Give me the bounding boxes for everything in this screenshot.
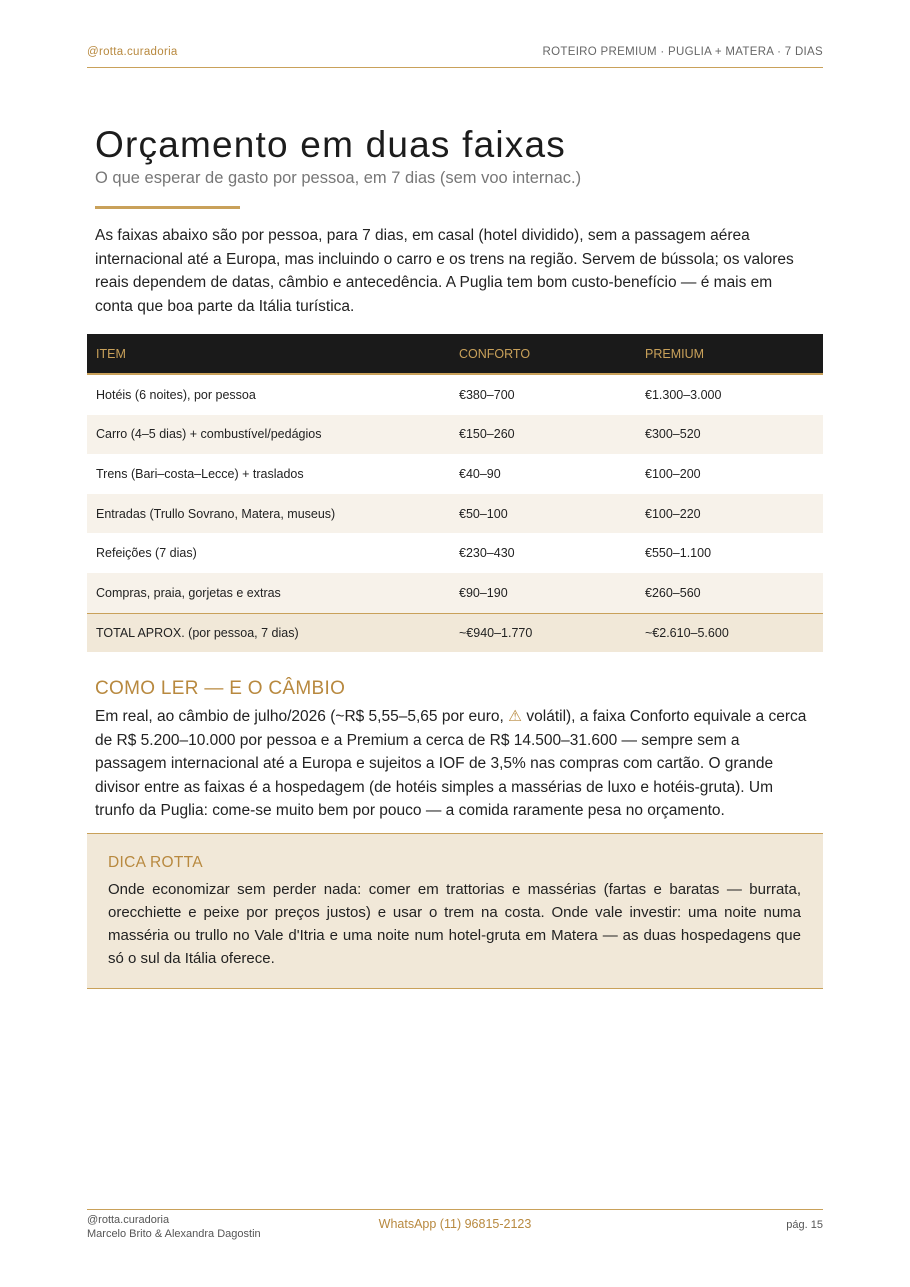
cell-item: Carro (4–5 dias) + combustível/pedágios (87, 415, 450, 455)
page-header (87, 46, 823, 68)
column-header-item: ITEM (87, 334, 450, 374)
title-divider (95, 206, 240, 209)
intro-paragraph: As faixas abaixo são por pessoa, para 7 dias, em casal (hotel dividido), sem a passagem aérea internacional até a Europa, mas incluindo o carro e os trens na região. Servem de bússola; os valores reais dependem de datas, câmbio e antecedência. A Puglia tem bom custo-benefício — é mais em conta que boa parte da Itália turística. (95, 227, 794, 315)
cell-conforto: €50–100 (450, 494, 636, 534)
cell-item: Compras, praia, gorjetas e extras (87, 573, 450, 613)
page-footer (87, 1209, 823, 1250)
cell-conforto: €40–90 (459, 466, 501, 481)
section-title: COMO LER — E O CÂMBIO (95, 678, 346, 699)
cell-item: Hotéis (6 noites), por pessoa (96, 387, 256, 402)
table-row (87, 454, 823, 494)
table-row (87, 415, 823, 455)
total-premium: ~€2.610–5.600 (636, 613, 823, 652)
footer-whatsapp-link[interactable]: WhatsApp (11) 96815-2123 (378, 1217, 532, 1231)
cell-item: Trens (Bari–costa–Lecce) + traslados (96, 466, 304, 481)
column-header-conforto: CONFORTO (450, 334, 636, 374)
warning-icon: ⚠ (508, 708, 523, 725)
cell-item: Entradas (Trullo Sovrano, Matera, museus) (87, 494, 450, 534)
table-row (87, 374, 823, 415)
cell-premium: €300–520 (636, 415, 823, 455)
header-handle: @rotta.curadoria (87, 46, 178, 58)
cell-premium: €1.300–3.000 (645, 387, 722, 402)
section-body-text-end: volátil), a faixa Conforto equivale a cerca de R$ 5.200–10.000 por pessoa e a Premium a cerca de R$ 14.500–31.600 — sempre sem a passagem internacional até a Europa e sujeitos a IOF de 3,5% nas compras com cartão. O grande divisor entre as faixas é a hospedagem (de hotéis simples a massérias de luxo e hotéis-gruta). Um trunfo da Puglia: come-se muito bem por pouco — a comida raramente pesa no orçamento. (95, 708, 807, 819)
cell-conforto: €150–260 (450, 415, 636, 455)
table-total-row (87, 613, 823, 652)
tip-label: DICA ROTTA (108, 854, 203, 871)
cell-premium: €260–560 (636, 573, 823, 613)
cell-item: Refeições (7 dias) (96, 546, 197, 561)
page-title: Orçamento em duas faixas (95, 124, 566, 165)
cell-conforto: €380–700 (459, 387, 515, 402)
cell-premium: €550–1.100 (645, 546, 712, 561)
cell-premium: €100–220 (636, 494, 823, 534)
column-header-premium: PREMIUM (636, 334, 823, 374)
table-row (87, 573, 823, 613)
cell-premium: €100–200 (645, 466, 701, 481)
cell-conforto: €230–430 (459, 546, 515, 561)
header-doc-title: ROTEIRO PREMIUM · PUGLIA + MATERA · 7 DIAS (542, 46, 823, 58)
table-header-row (87, 334, 823, 374)
budget-table (87, 334, 823, 652)
page-subtitle: O que esperar de gasto por pessoa, em 7 dias (sem voo internac.) (95, 169, 582, 187)
footer-handle: @rotta.curadoria (87, 1214, 170, 1226)
total-conforto: ~€940–1.770 (450, 613, 636, 652)
table-row (87, 494, 823, 534)
tip-body: Onde economizar sem perder nada: comer em trattorias e massérias (fartas e baratas — burrata, orecchiette e peixe por preços justos) e usar o trem na costa. Onde vale investir: uma noite numa masséria ou trullo no Vale d'Itria e uma noite num hotel-gruta em Matera — as duas hospedagens que só o sul da Itália oferece. (108, 881, 801, 967)
tip-box (87, 833, 823, 989)
total-label: TOTAL APROX. (por pessoa, 7 dias) (87, 613, 450, 652)
table-row (87, 533, 823, 573)
cell-conforto: €90–190 (450, 573, 636, 613)
section-body (95, 705, 815, 823)
page-number: pág. 15 (786, 1219, 823, 1231)
section-body-text-start: Em real, ao câmbio de julho/2026 (~R$ 5,55–5,65 por euro, (95, 708, 509, 725)
footer-authors: Marcelo Brito & Alexandra Dagostin (87, 1228, 261, 1240)
